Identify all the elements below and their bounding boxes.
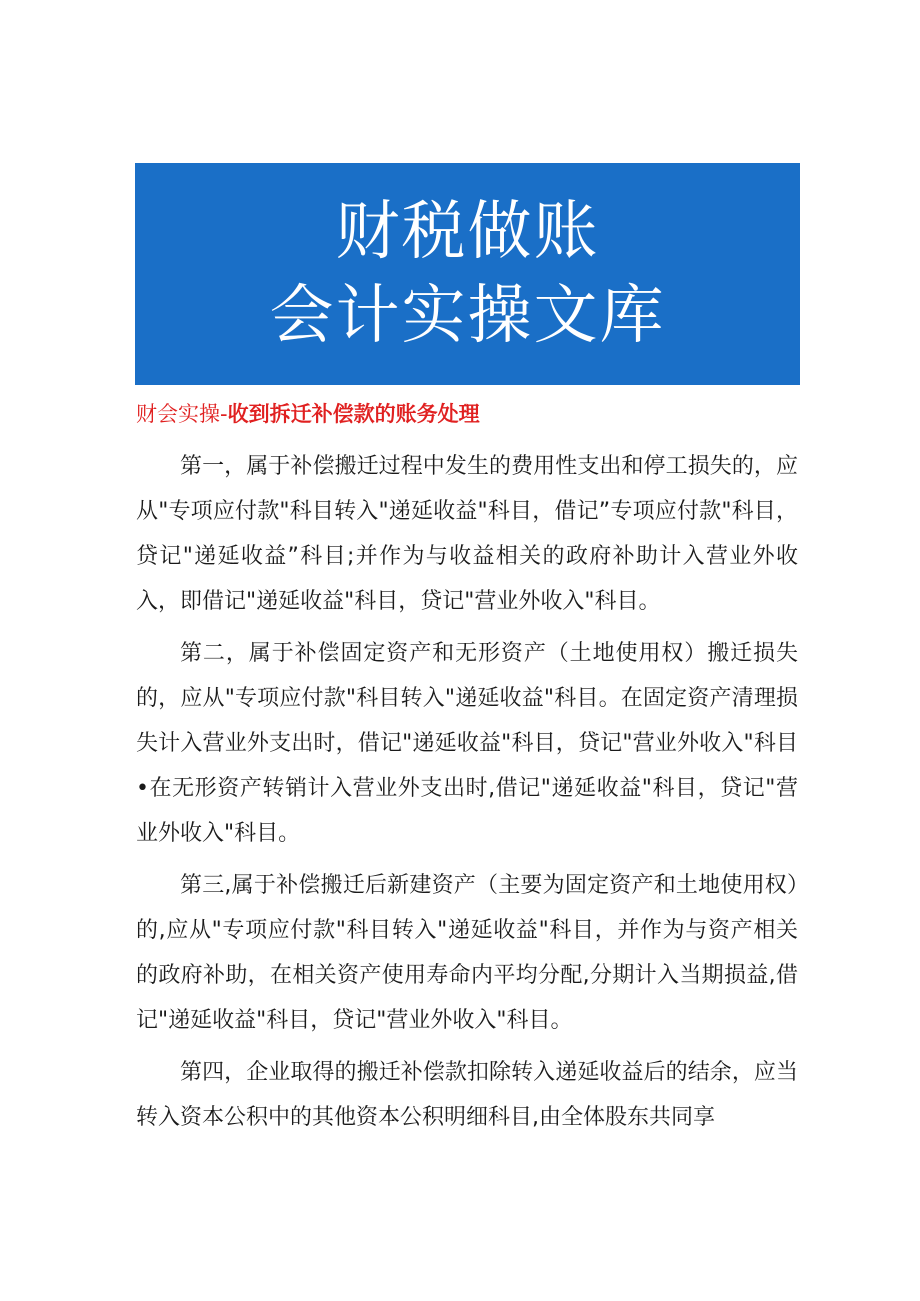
article-body (136, 444, 798, 1147)
subtitle-topic: 收到拆迁补偿款的账务处理 (227, 402, 480, 426)
banner-title-line-2: 会计实操文库 (269, 279, 666, 353)
article-subtitle (136, 398, 480, 430)
cover-banner (135, 163, 800, 385)
paragraph-3: 第三,属于补偿搬迁后新建资产（主要为固定资产和土地使用权）的,应从"专项应付款"科目转入"递延收益"科目，并作为与资产相关的政府补助，在相关资产使用寿命内平均分配,分期计入当期损益,借记"递延收益"科目，贷记"营业外收入"科目。 (136, 873, 798, 1033)
banner-title-line-1: 财税做账 (335, 195, 600, 269)
paragraph-1: 第一，属于补偿搬迁过程中发生的费用性支出和停工损失的，应从"专项应付款"科目转入"递延收益"科目，借记”专项应付款"科目，贷记"递延收益”科目;并作为与收益相关的政府补助计入营业外收入，即借记"递延收益"科目，贷记"营业外收入"科目。 (136, 454, 798, 614)
paragraph-4: 第四，企业取得的搬迁补偿款扣除转入递延收益后的结余，应当转入资本公积中的其他资本公积明细科目,由全体股东共同享 (136, 1060, 798, 1130)
subtitle-category: 财会实操- (136, 402, 228, 426)
paragraph-2: 第二，属于补偿固定资产和无形资产（土地使用权）搬迁损失的，应从"专项应付款"科目转入"递延收益"科目。在固定资产清理损失计入营业外支出时，借记"递延收益"科目，贷记"营业外收入"科目•在无形资产转销计入营业外支出时,借记"递延收益"科目，贷记"营业外收入"科目。 (136, 641, 798, 846)
